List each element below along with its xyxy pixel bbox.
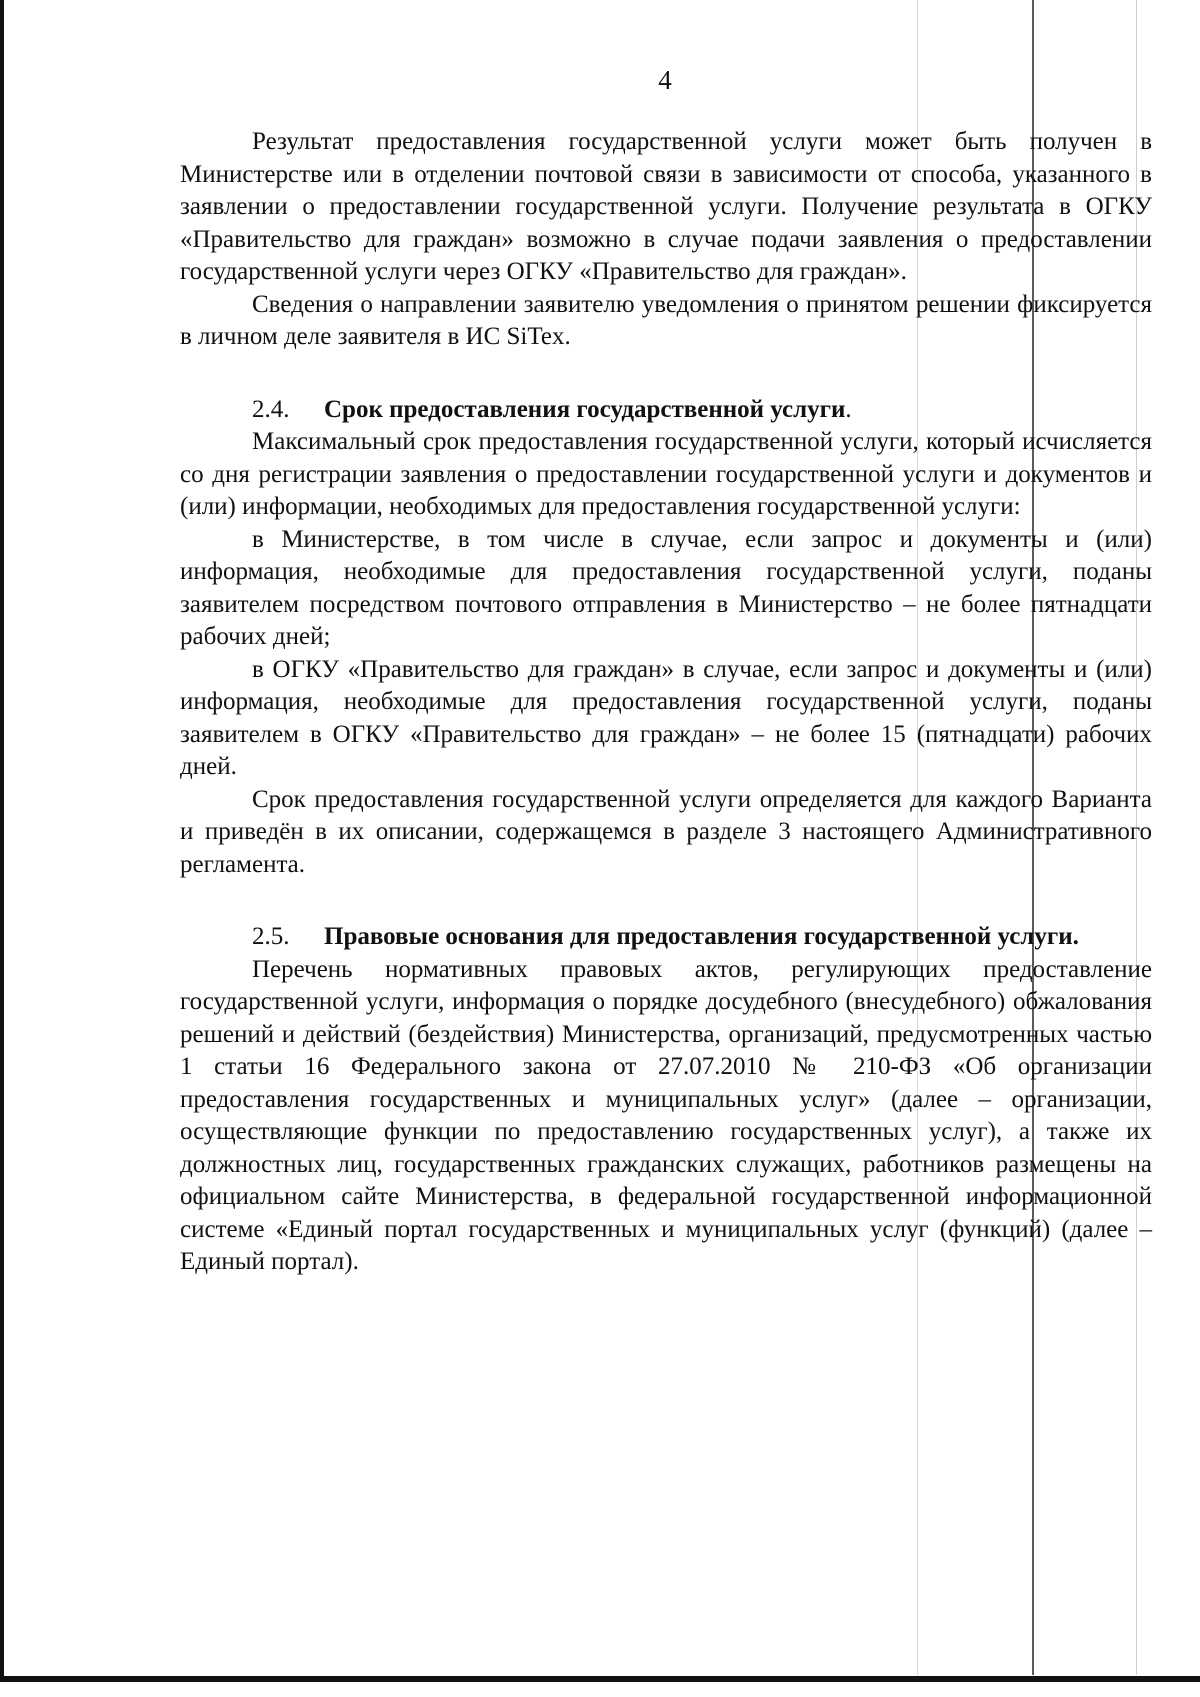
paragraph: Результат предоставления государственной услуги может быть получен в Министерстве или в отделении почтовой связи в зависимости от способа, указанного в заявлении о предоставлении государственной услуги. Получение результата в ОГКУ «Правительство для граждан» возможно в случае подачи заявления о предоставлении государственной услуги через ОГКУ «Правительство для граждан».: [180, 128, 1152, 285]
section-title: Правовые основания для предоставления государственной услуги.: [324, 923, 1079, 950]
page-number: 4: [658, 65, 672, 95]
section-gap: [180, 881, 1152, 921]
section-title-end: .: [845, 395, 852, 423]
paragraph: Перечень нормативных правовых актов, регулирующих предоставление государственной услуги, информация о порядке досудебного (внесудебного) обжалования решений и действий (бездействия) Министерства, организаций, предусмотренных частью 1 статьи 16 Федерального закона от 27.07.2010 № 210-ФЗ «Об организации предоставления государственных и муниципальных услуг» (далее – организации, осуществляющие функции по предоставлению государственных услуг), а также их должностных лиц, государственных гражданских служащих, работников размещены на официальном сайте Министерства, в федеральной государственной информационной системе «Единый портал государственных и муниципальных услуг (функций) (далее – Единый портал).: [180, 955, 1152, 1275]
paragraph: в Министерстве, в том числе в случае, если запрос и документы и (или) информация, необходимые для предоставления государственной услуги, поданы заявителем посредством почтового отправления в Министерство – не более пятнадцати рабочих дней;: [180, 525, 1152, 650]
section-gap: [180, 354, 1152, 394]
paragraph: Максимальный срок предоставления государственной услуги, который исчисляется со дня регистрации заявления о предоставлении государственной услуги и документов и (или) информации, необходимых для предоставления государственной услуги:: [180, 428, 1152, 520]
page-border-bottom: [0, 1676, 1200, 1682]
section-number: 2.5.: [252, 923, 290, 950]
document-body: [180, 126, 1152, 1279]
section-number: 2.4.: [252, 395, 290, 423]
section-heading-2-5: [180, 921, 1152, 954]
paragraph: Сведения о направлении заявителю уведомления о принятом решении фиксируется в личном деле заявителя в ИС SiTex.: [180, 290, 1152, 350]
paragraph: Срок предоставления государственной услуги определяется для каждого Варианта и приведён в их описании, содержащемся в разделе 3 настоящего Административного регламента.: [180, 785, 1152, 878]
section-title: Срок предоставления государственной услуги: [324, 395, 846, 423]
page-border-left: [0, 0, 4, 1682]
section-heading-2-4: [180, 394, 1152, 427]
paragraph: в ОГКУ «Правительство для граждан» в случае, если запрос и документы и (или) информация, необходимые для предоставления государственной услуги, поданы заявителем в ОГКУ «Правительство для граждан» – не более 15 (пятнадцати) рабочих дней.: [180, 655, 1152, 780]
